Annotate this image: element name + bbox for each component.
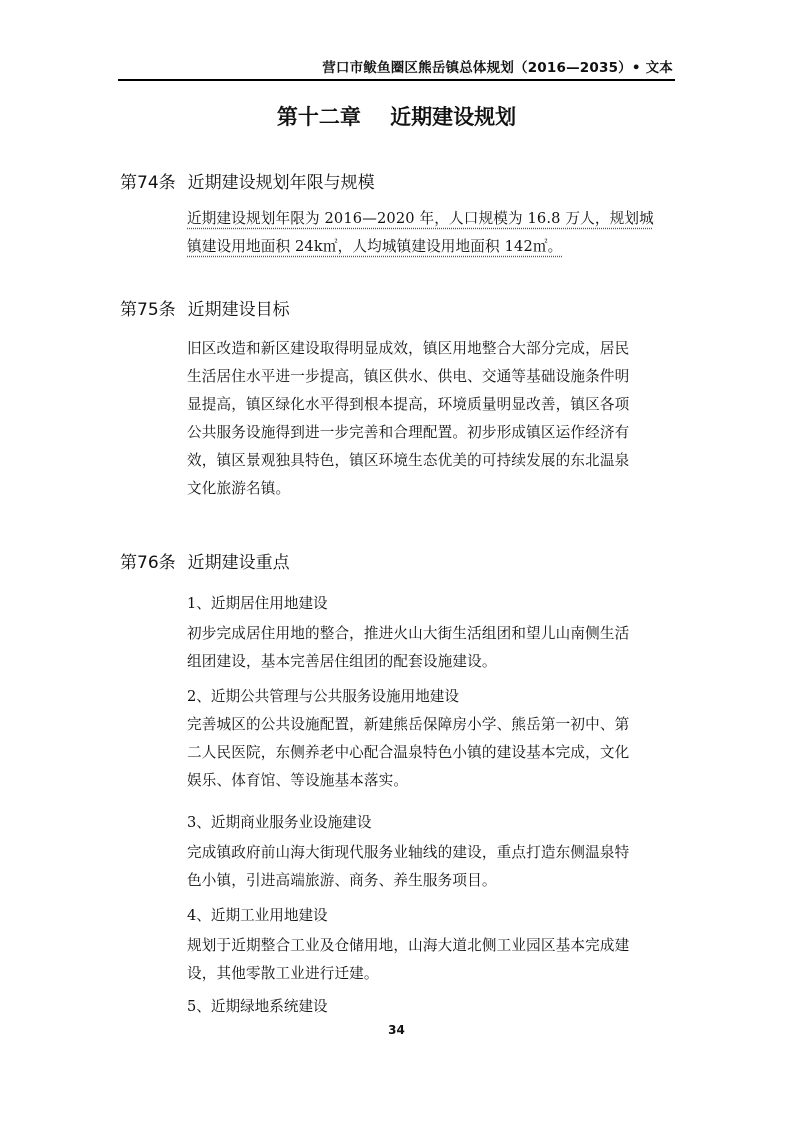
body-line: 公共服务设施得到进一步完善和合理配置。初步形成镇区运作经济有 (187, 424, 630, 441)
body-line: 完善城区的公共设施配置，新建熊岳保障房小学、熊岳第一初中、第 (187, 716, 630, 733)
article-title: 近期建设规划年限与规模 (187, 173, 375, 193)
body-line: 镇建设用地面积 24k㎡，人均城镇建设用地面积 142㎡。 (187, 238, 563, 255)
body-line: 文化旅游名镇。 (187, 480, 291, 497)
body-line: 近期建设规划年限为 2016—2020 年，人口规模为 16.8 万人，规划城 (187, 210, 654, 227)
article-75-heading (120, 297, 290, 323)
page-header: 营口市鲅鱼圈区熊岳镇总体规划（2016—2035）• 文本 (322, 60, 673, 76)
body-line: 娱乐、体育馆、等设施基本落实。 (187, 772, 409, 789)
item-4-body (187, 932, 677, 988)
article-74-heading (120, 170, 375, 196)
body-line: 组团建设，基本完善居住组团的配套设施建设。 (187, 653, 497, 670)
body-line: 生活居住水平进一步提高，镇区供水、供电、交通等基础设施条件明 (187, 368, 630, 385)
item-5-heading: 5、近期绿地系统建设 (187, 998, 328, 1015)
page-number: 34 (388, 1023, 405, 1037)
item-2-body (187, 711, 677, 795)
article-title: 近期建设重点 (187, 553, 290, 573)
item-3-heading: 3、近期商业服务业设施建设 (187, 814, 372, 831)
body-line: 设，其他零散工业进行迁建。 (187, 965, 379, 982)
article-74-body (187, 205, 677, 261)
article-76-heading (120, 550, 290, 576)
item-2-heading: 2、近期公共管理与公共服务设施用地建设 (187, 688, 459, 705)
article-number: 第74条 (120, 173, 176, 193)
chapter-title: 第十二章 近期建设规划 (276, 105, 517, 129)
item-1-body (187, 620, 677, 676)
header-rule (118, 79, 675, 81)
body-line: 旧区改造和新区建设取得明显成效，镇区用地整合大部分完成，居民 (187, 340, 630, 357)
body-line: 二人民医院，东侧养老中心配合温泉特色小镇的建设基本完成，文化 (187, 744, 630, 761)
body-line: 色小镇，引进高端旅游、商务、养生服务项目。 (187, 872, 497, 889)
item-4-heading: 4、近期工业用地建设 (187, 907, 328, 924)
body-line: 规划于近期整合工业及仓储用地，山海大道北侧工业园区基本完成建 (187, 937, 630, 954)
body-line: 效，镇区景观独具特色，镇区环境生态优美的可持续发展的东北温泉 (187, 452, 630, 469)
body-line: 完成镇政府前山海大街现代服务业轴线的建设，重点打造东侧温泉特 (187, 844, 630, 861)
article-number: 第76条 (120, 553, 176, 573)
item-3-body (187, 839, 677, 895)
body-line: 显提高，镇区绿化水平得到根本提高，环境质量明显改善，镇区各项 (187, 396, 630, 413)
article-title: 近期建设目标 (187, 300, 290, 320)
item-1-heading: 1、近期居住用地建设 (187, 595, 328, 612)
article-number: 第75条 (120, 300, 176, 320)
body-line: 初步完成居住用地的整合，推进火山大街生活组团和望儿山南侧生活 (187, 625, 630, 642)
article-75-body (187, 335, 677, 503)
